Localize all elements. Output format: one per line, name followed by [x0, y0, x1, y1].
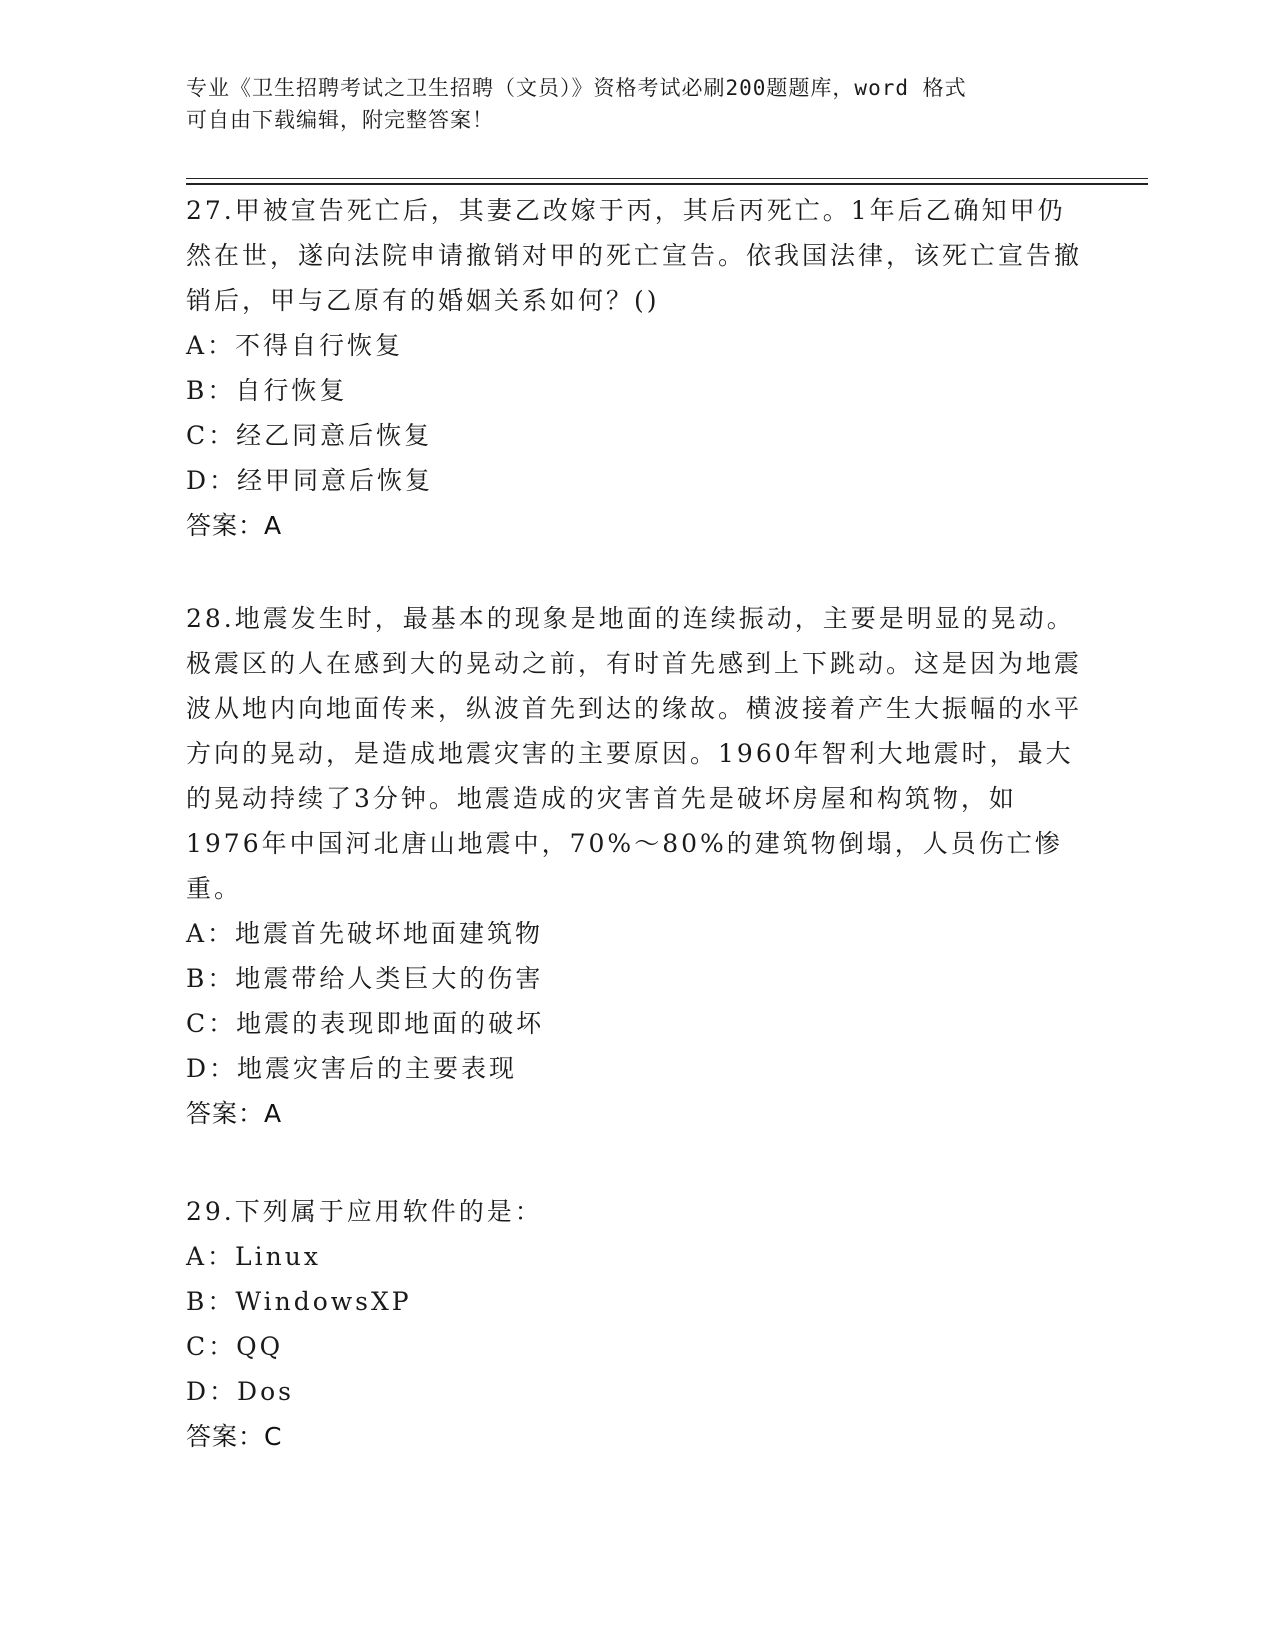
option-a: A：地震首先破坏地面建筑物 [186, 919, 544, 948]
header-divider-thick [186, 183, 1148, 185]
question-27 [186, 188, 1086, 548]
option-d: D：Dos [186, 1377, 294, 1406]
option-d: D：经甲同意后恢复 [186, 466, 434, 495]
question-28 [186, 596, 1086, 1136]
header-divider-thin [186, 178, 1148, 179]
header-title-line-1: 专业《卫生招聘考试之卫生招聘（文员）》资格考试必刷200题题库，word 格式 [186, 76, 967, 100]
option-b: B：WindowsXP [186, 1287, 412, 1316]
option-b: B：自行恢复 [186, 376, 348, 405]
question-text: 27.甲被宣告死亡后，其妻乙改嫁于丙，其后丙死亡。1年后乙确知甲仍然在世，遂向法院申请撤销对甲的死亡宣告。依我国法律，该死亡宣告撤销后，甲与乙原有的婚姻关系如何？() [186, 196, 1083, 315]
option-b: B：地震带给人类巨大的伤害 [186, 964, 544, 993]
option-c: C：地震的表现即地面的破坏 [186, 1009, 545, 1038]
header-title-line-2: 可自由下载编辑，附完整答案！ [186, 108, 494, 132]
answer: 答案：A [186, 1099, 283, 1128]
option-a: A：Linux [186, 1242, 321, 1271]
option-d: D：地震灾害后的主要表现 [186, 1054, 518, 1083]
option-c: C：经乙同意后恢复 [186, 421, 433, 450]
answer: 答案：A [186, 511, 283, 540]
document-header [186, 72, 1066, 136]
question-text: 29.下列属于应用软件的是： [186, 1197, 543, 1226]
option-c: C：QQ [186, 1332, 284, 1361]
answer: 答案：C [186, 1422, 283, 1451]
option-a: A：不得自行恢复 [186, 331, 404, 360]
question-29 [186, 1189, 1086, 1459]
question-text: 28.地震发生时，最基本的现象是地面的连续振动，主要是明显的晃动。极震区的人在感到大的晃动之前，有时首先感到上下跳动。这是因为地震波从地内向地面传来，纵波首先到达的缘故。横波接着产生大振幅的水平方向的晃动，是造成地震灾害的主要原因。1960年智利大地震时，最大的晃动持续了3分钟。地震造成的灾害首先是破坏房屋和构筑物，如1976年中国河北唐山地震中，70%～80%的建筑物倒塌，人员伤亡惨重。 [186, 604, 1083, 903]
